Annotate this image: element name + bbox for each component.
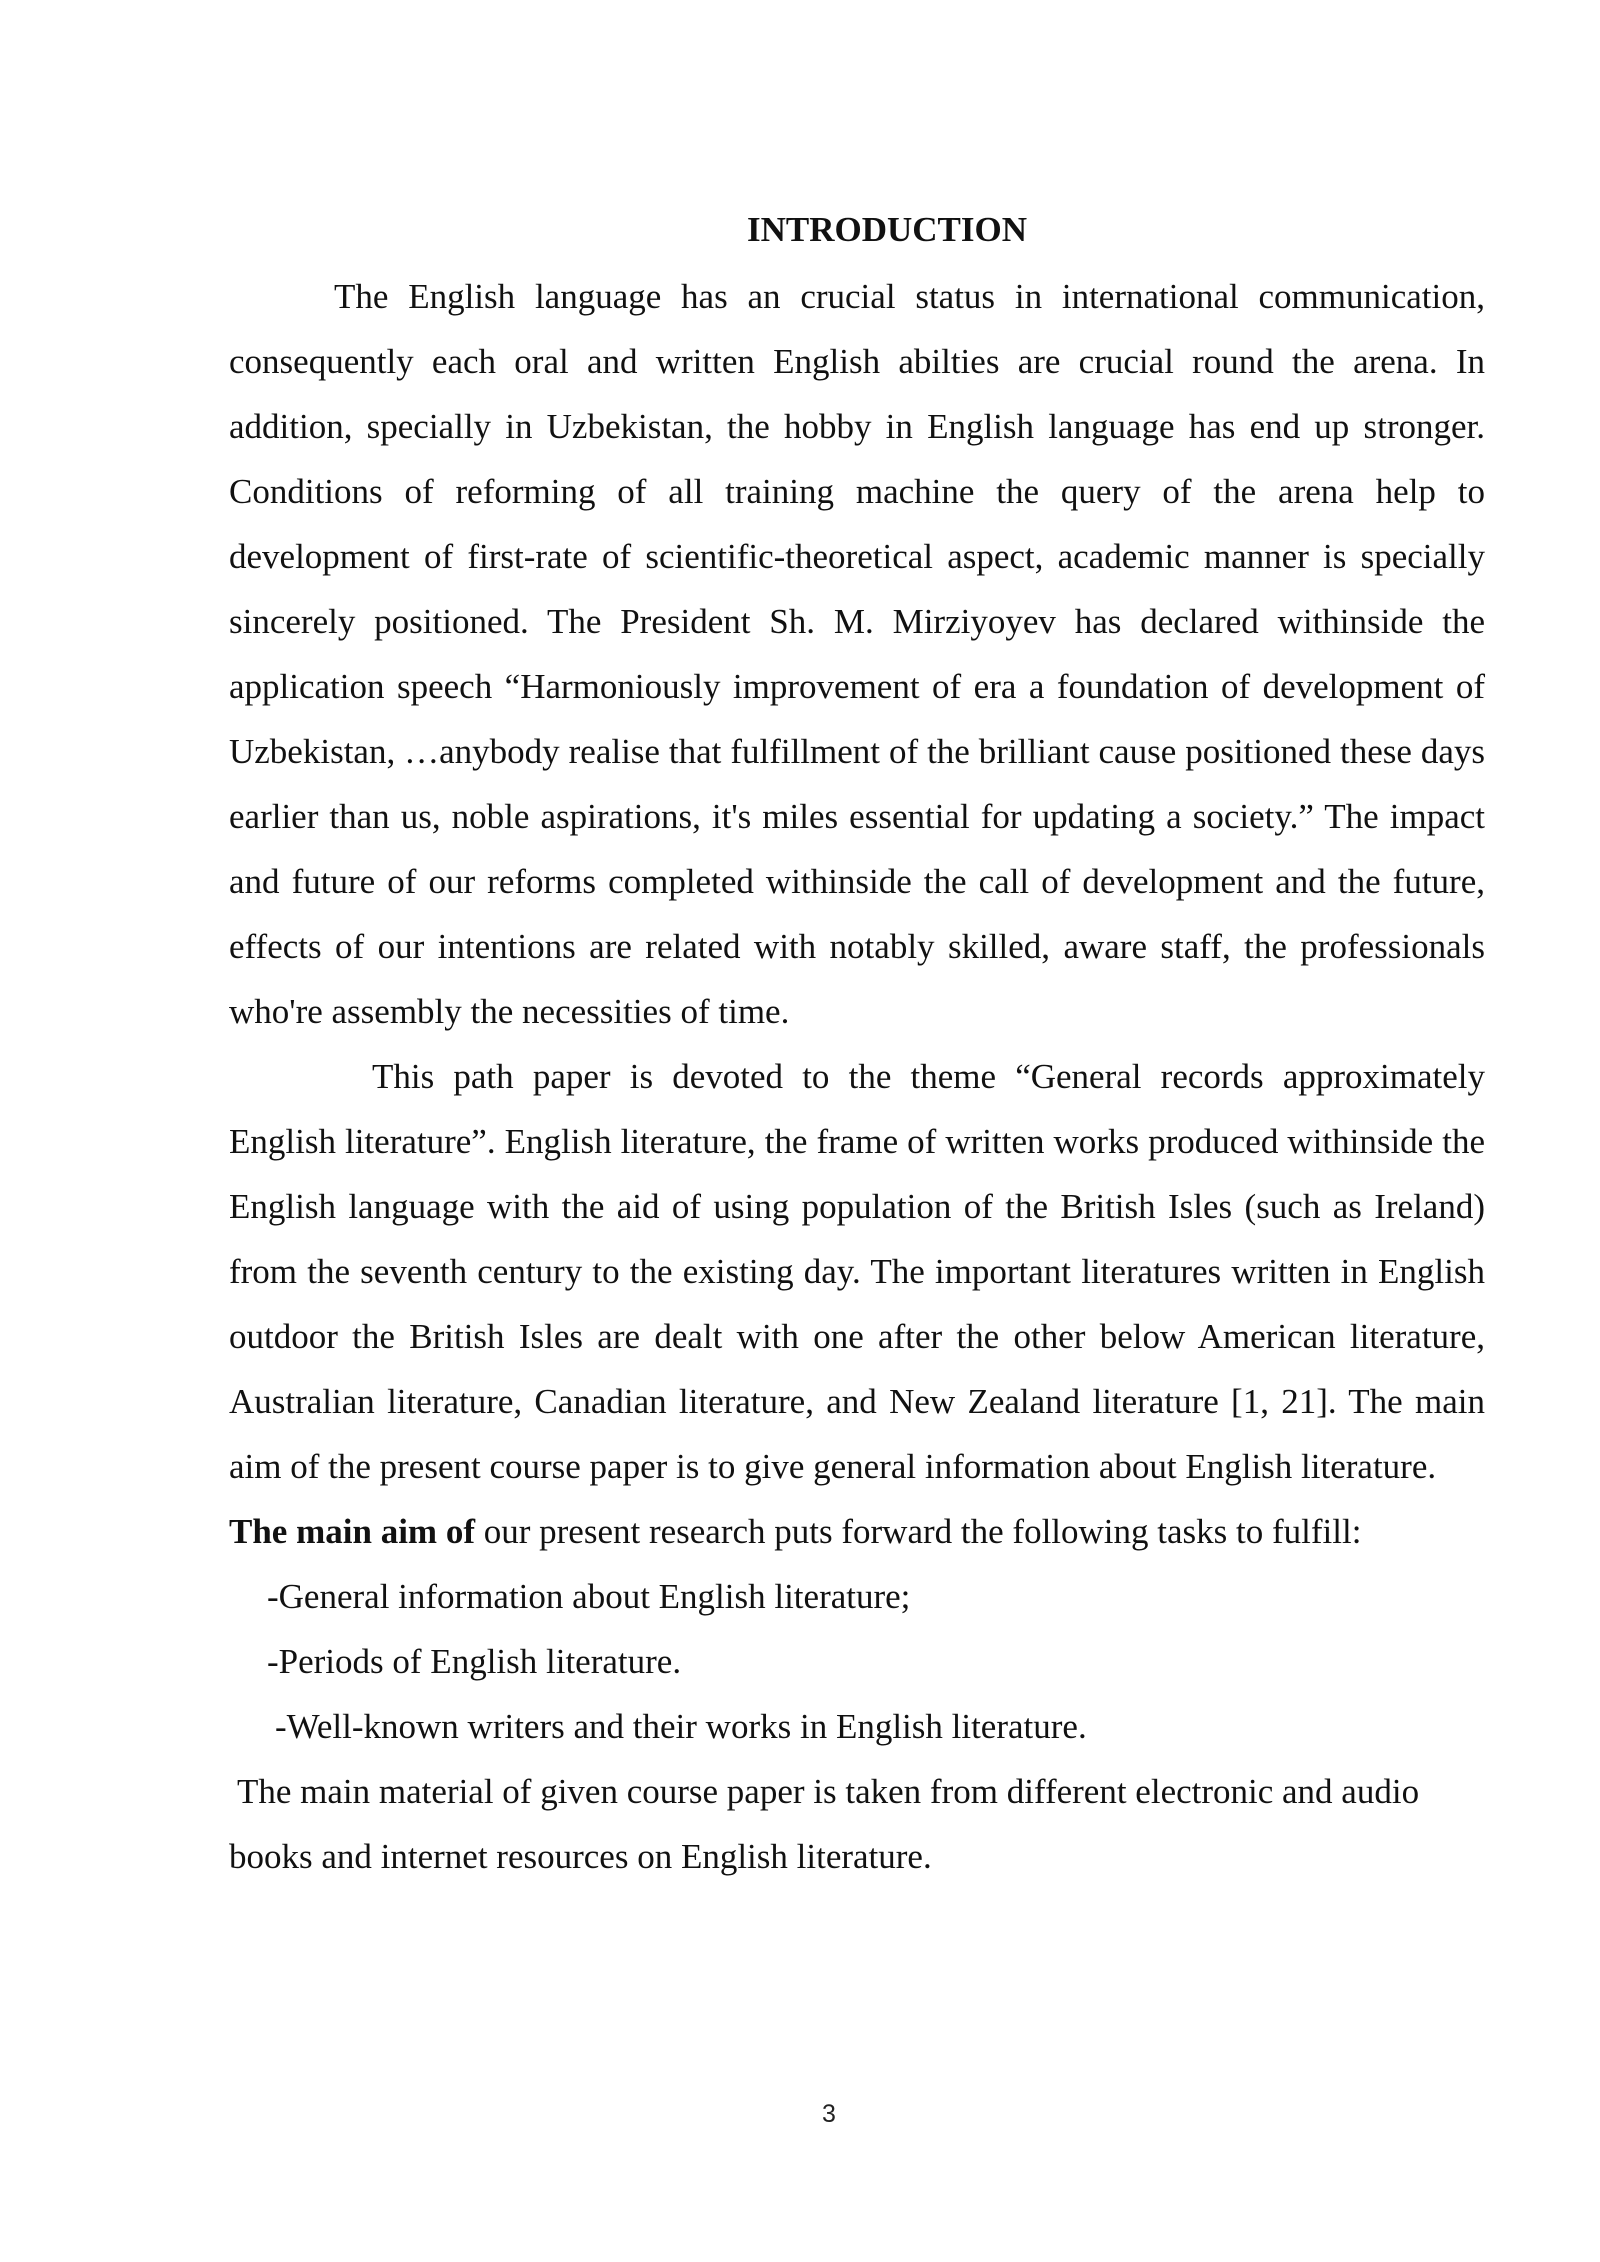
task-item: -Periods of English literature. — [267, 1642, 682, 1681]
page-number: 3 — [822, 2100, 836, 2128]
paragraph-course-theme: This path paper is devoted to the theme “General records approximately English literature”. English literature, the frame of written works produced withinside the English language with the aid of using population of the British Isles (such as Ireland) from the seventh century to the existing day. The important literatures written in English outdoor the British Isles are dealt with one after the other below American literature, Australian literature, Canadian literature, and New Zealand literature [1, 21]. The main aim of the present course paper is to give general information about English literature. — [229, 1057, 1485, 1486]
closing-line-2: books and internet resources on English literature. — [229, 1837, 932, 1876]
section-heading: INTRODUCTION — [746, 210, 1028, 249]
aim-bold-label: The main aim of — [229, 1512, 475, 1551]
paragraph-intro: The English language has an crucial status in international communication, consequently each oral and written English abilties are crucial round the arena. In addition, specially in Uzbekistan, the hobby in English language has end up stronger. Conditions of reforming of all training machine the query of the arena help to development of first-rate of scientific-theoretical aspect, academic manner is specially sincerely positioned. The President Sh. M. Mirziyoyev has declared withinside the application speech “Harmoniously improvement of era a foundation of development of Uzbekistan, …anybody realise that fulfillment of the brilliant cause positioned these days earlier than us, noble aspirations, it's miles essential for updating a society.” The impact and future of our reforms completed withinside the call of development and the future, effects of our intentions are related with notably skilled, aware staff, the professionals who're assembly the necessities of time. — [229, 277, 1485, 1031]
task-item: -General information about English literature; — [267, 1577, 911, 1616]
aim-statement — [229, 1499, 1485, 1564]
task-item: -Well-known writers and their works in English literature. — [275, 1707, 1087, 1746]
page-content — [229, 200, 1485, 1889]
closing-line-1: The main material of given course paper is taken from different electronic and audio — [237, 1772, 1420, 1811]
aim-text: our present research puts forward the following tasks to fulfill: — [474, 1512, 1362, 1551]
